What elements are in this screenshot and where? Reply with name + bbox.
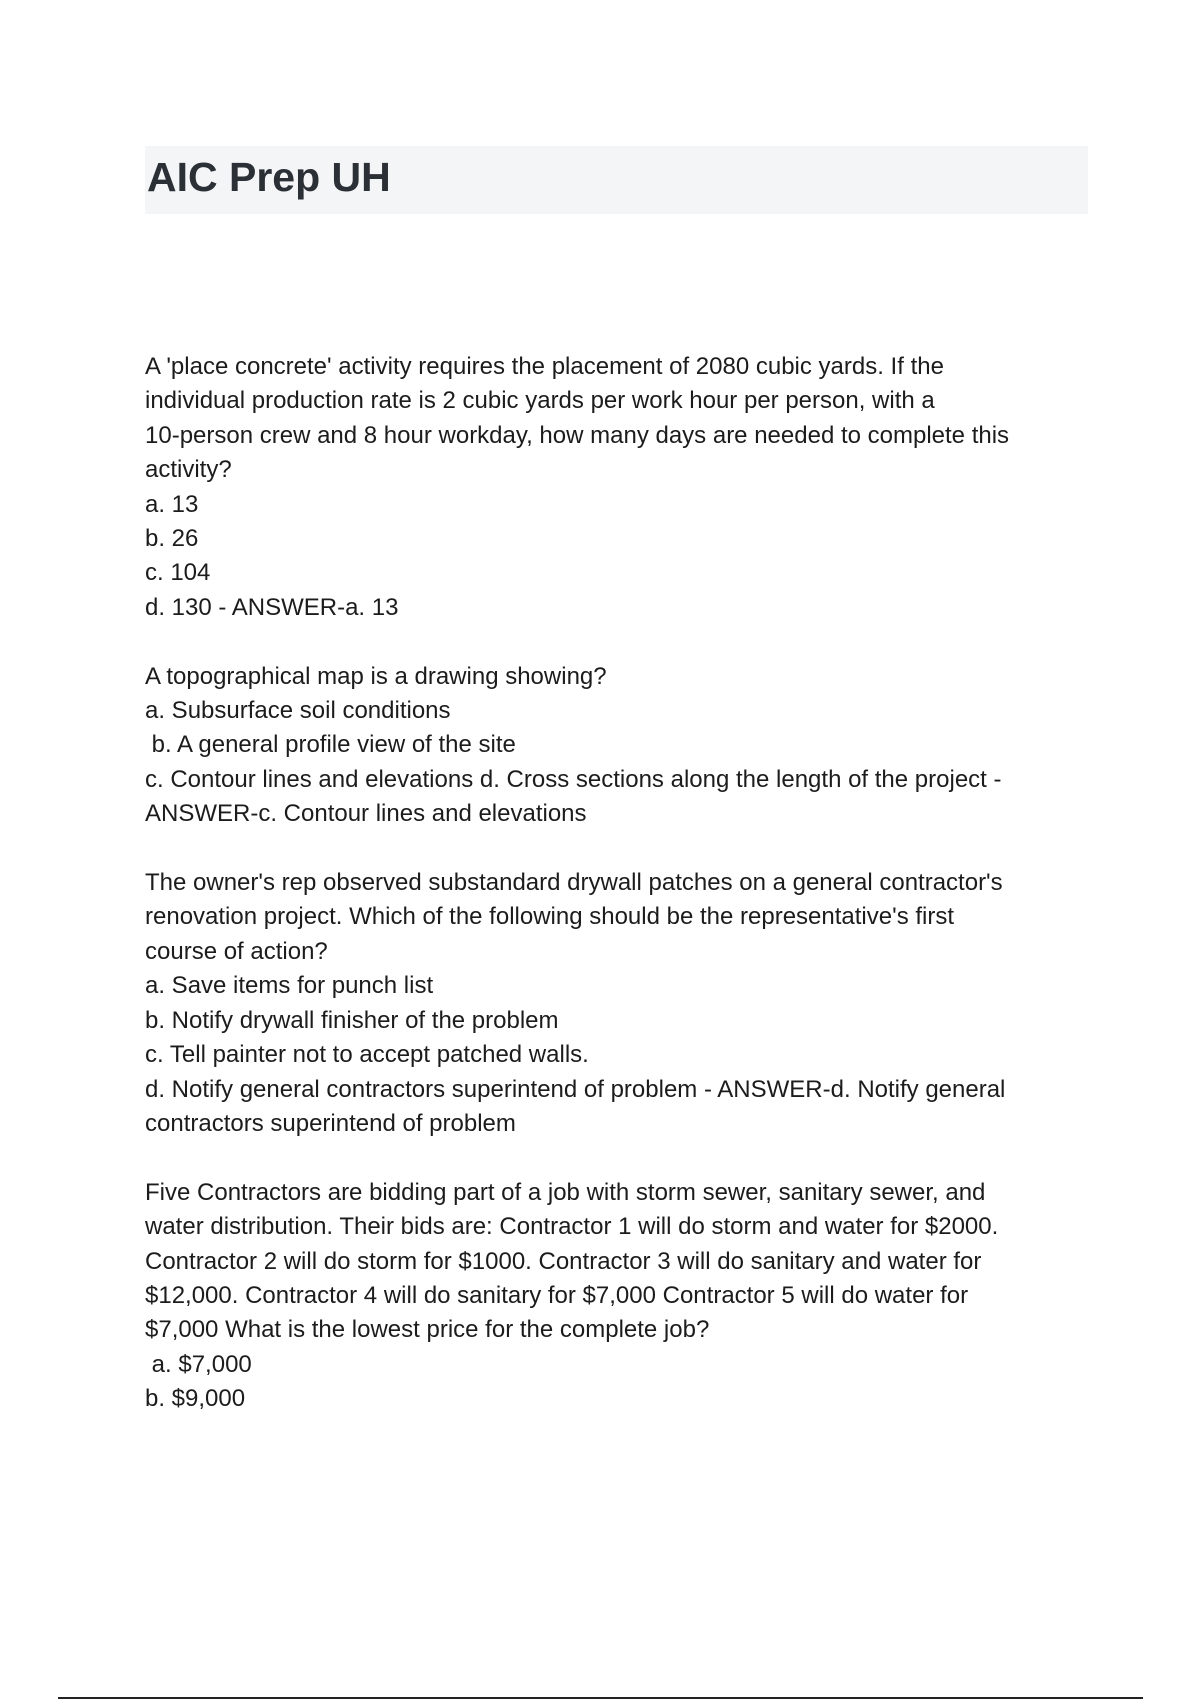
answer-option: d. Notify general contractors superintend of problem - ANSWER-d. Notify general <box>145 1075 1006 1103</box>
question-line: A topographical map is a drawing showing? <box>145 662 607 690</box>
answer-option: a. 13 <box>145 490 199 518</box>
question-line: renovation project. Which of the following should be the representative's first <box>145 903 955 931</box>
question-block-3 <box>145 866 1095 1141</box>
footer-divider <box>58 1697 1143 1699</box>
question-block-2 <box>145 660 1095 832</box>
answer-option: b. Notify drywall finisher of the problem <box>145 1006 559 1034</box>
question-list <box>145 350 1095 1451</box>
answer-option: c. Tell painter not to accept patched walls. <box>145 1041 589 1069</box>
question-line: 10-person crew and 8 hour workday, how many days are needed to complete this <box>145 421 1010 449</box>
answer-option: a. $7,000 <box>145 1350 252 1378</box>
question-line: individual production rate is 2 cubic yards per work hour per person, with a <box>145 387 935 415</box>
answer-option: a. Subsurface soil conditions <box>145 697 451 725</box>
answer-option: c. Contour lines and elevations d. Cross sections along the length of the project - <box>145 765 1002 793</box>
question-line: Five Contractors are bidding part of a job with storm sewer, sanitary sewer, and <box>145 1178 986 1206</box>
question-line: water distribution. Their bids are: Contractor 1 will do storm and water for $2000. <box>145 1213 999 1241</box>
question-block-4 <box>145 1176 1095 1417</box>
answer-option: b. $9,000 <box>145 1385 246 1413</box>
answer-option: b. 26 <box>145 525 199 553</box>
page-title: AIC Prep UH <box>147 154 391 200</box>
answer-option: c. 104 <box>145 559 211 587</box>
answer-option: d. 130 - ANSWER-a. 13 <box>145 593 399 621</box>
question-line: Contractor 2 will do storm for $1000. Contractor 3 will do sanitary and water for <box>145 1247 982 1275</box>
question-line: A 'place concrete' activity requires the placement of 2080 cubic yards. If the <box>145 353 944 380</box>
answer-option: ANSWER-c. Contour lines and elevations <box>145 800 587 828</box>
question-line: $12,000. Contractor 4 will do sanitary for $7,000 Contractor 5 will do water for <box>145 1281 969 1309</box>
question-line: $7,000 What is the lowest price for the complete job? <box>145 1316 710 1344</box>
answer-option: a. Save items for punch list <box>145 972 434 1000</box>
question-line: course of action? <box>145 937 328 965</box>
answer-option: contractors superintend of problem <box>145 1109 516 1137</box>
question-line: The owner's rep observed substandard drywall patches on a general contractor's <box>145 869 1003 897</box>
title-banner <box>145 146 1088 214</box>
question-block-1 <box>145 350 1095 625</box>
answer-option: b. A general profile view of the site <box>145 731 516 759</box>
question-line: activity? <box>145 456 232 484</box>
